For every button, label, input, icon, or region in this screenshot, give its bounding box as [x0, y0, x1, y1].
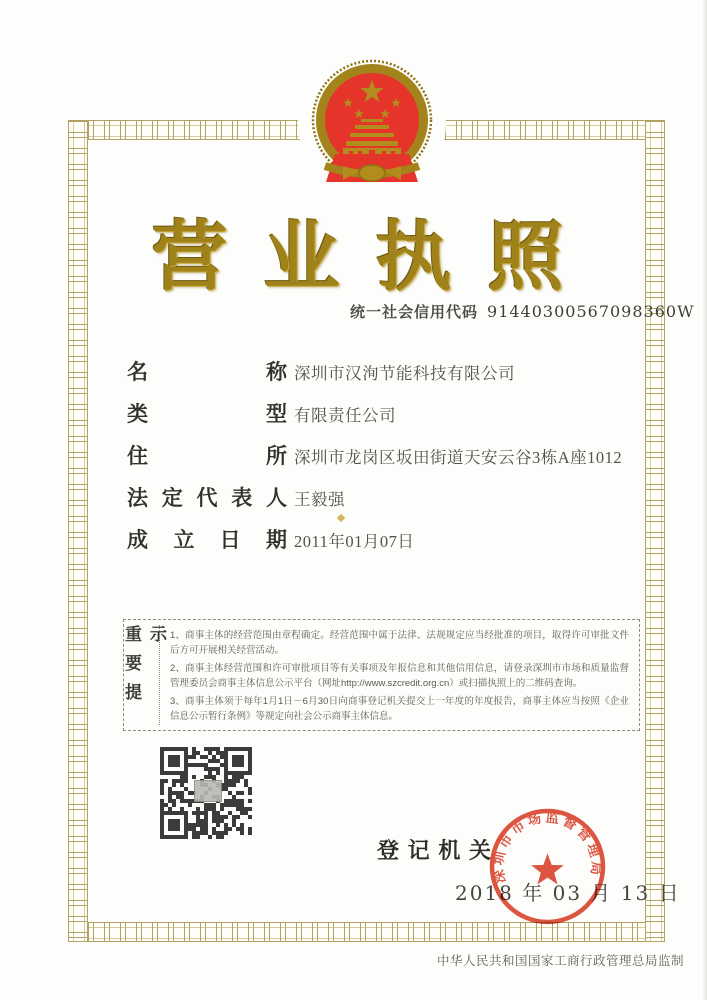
issue-date: 2018 年 03 月 13 日 [455, 881, 681, 905]
credit-code-value: 91440300567098360W [487, 302, 695, 321]
scan-edge-left [0, 0, 26, 1000]
credit-code-line [350, 301, 695, 322]
field-value: 王毅强 [294, 490, 345, 509]
important-notice-box [123, 619, 640, 731]
notice-side-column [122, 625, 166, 725]
credit-code-label: 统一社会信用代码 [350, 305, 479, 321]
field-value: 深圳市龙岗区坂田街道天安云谷3栋A座1012 [294, 448, 623, 467]
field-label: 成立日期 [127, 528, 287, 552]
notice-side-label: 重要提示 [122, 625, 166, 712]
national-emblem-icon [297, 40, 447, 204]
footer-supervision-note: 中华人民共和国国家工商行政管理总局监制 [437, 954, 685, 968]
field-row-name [127, 356, 622, 384]
license-fields [127, 356, 622, 552]
field-value: 深圳市汉洵节能科技有限公司 [294, 364, 515, 383]
field-label: 类型 [127, 402, 287, 426]
qr-center-logo [194, 780, 222, 802]
notice-item: 1、商事主体的经营范围由章程确定。经营范围中属于法律、法规规定应当经批准的项目，取得许可审批文件后方可开展相关经营活动。 [170, 630, 629, 656]
field-value: 有限责任公司 [294, 406, 396, 425]
seal-text: 深圳市市场监督管理局 [490, 809, 605, 885]
notice-item: 2、商事主体经营范围和许可审批项目等有关事项及年报信息和其他信用信息，请登录深圳市市场和质量监督管理委员会商事主体信息公示平台（网址http://www.szcredit.org.cn）或扫描执照上的二维码查询。 [170, 663, 629, 689]
field-row-legal-rep [127, 482, 622, 510]
official-seal-icon [487, 806, 608, 927]
notice-item: 3、商事主体须于每年1月1日－6月30日向商事登记机关提交上一年度的年度报告，商事主体应当按照《企业信息公示暂行条例》等规定向社会公示商事主体信息。 [170, 696, 629, 722]
document-title: 营业执照 [151, 216, 600, 300]
notice-body [160, 625, 631, 725]
scan-edge-right [702, 0, 707, 1000]
qr-code-icon [160, 747, 252, 839]
field-label: 法定代表人 [127, 486, 287, 510]
registry-authority-label: 登记机关 [377, 838, 491, 863]
seal-star [531, 853, 564, 884]
field-row-address [127, 440, 622, 468]
field-value: 2011年01月07日 [294, 532, 415, 551]
emblem-ribbon [325, 154, 419, 182]
field-label: 名称 [127, 360, 287, 384]
field-row-type [127, 398, 622, 426]
field-row-establish-date [127, 524, 622, 552]
field-label: 住所 [127, 444, 287, 468]
